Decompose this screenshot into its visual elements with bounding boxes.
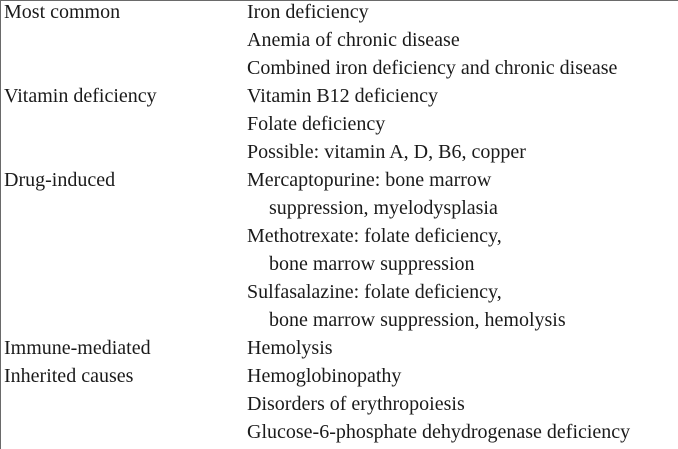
cause-item	[247, 222, 678, 278]
cause-text: Glucose-6-phosphate dehydrogenase deficiency	[247, 421, 631, 443]
cause-text-continuation: bone marrow suppression, hemolysis	[269, 309, 566, 331]
cause-text: Iron deficiency	[247, 1, 369, 23]
cause-item	[247, 82, 678, 110]
cause-text: Hemolysis	[247, 337, 333, 359]
cause-text: Mercaptopurine: bone marrow	[247, 169, 492, 191]
cause-text: Combined iron deficiency and chronic disease	[247, 57, 618, 79]
cause-list	[247, 0, 678, 82]
cause-text: Vitamin B12 deficiency	[247, 85, 438, 107]
cause-item	[247, 362, 678, 390]
cause-item	[247, 0, 678, 26]
cause-list	[247, 82, 678, 166]
cause-text: Possible: vitamin A, D, B6, copper	[247, 141, 526, 163]
cause-text: Methotrexate: folate deficiency,	[247, 225, 502, 247]
cause-item	[247, 278, 678, 334]
cause-item	[247, 54, 678, 82]
cause-item	[247, 334, 678, 362]
cause-list	[247, 166, 678, 334]
cause-text-continuation: suppression, myelodysplasia	[269, 197, 498, 219]
cause-text: Hemoglobinopathy	[247, 365, 402, 387]
cause-text: Sulfasalazine: folate deficiency,	[247, 281, 502, 303]
cause-item	[247, 390, 678, 418]
cause-item	[247, 166, 678, 222]
category-label: Immune-mediated	[4, 337, 151, 359]
cause-list	[247, 334, 678, 362]
cause-text: Anemia of chronic disease	[247, 29, 460, 51]
cause-list	[247, 362, 678, 446]
cause-text: Disorders of erythropoiesis	[247, 393, 465, 415]
category-label: Vitamin deficiency	[4, 85, 157, 107]
cause-text-continuation: bone marrow suppression	[269, 253, 475, 275]
cause-item	[247, 110, 678, 138]
category-label: Most common	[4, 1, 121, 23]
cause-item	[247, 138, 678, 166]
category-label: Inherited causes	[4, 365, 134, 387]
cause-text: Folate deficiency	[247, 113, 386, 135]
category-label: Drug-induced	[4, 169, 116, 191]
cause-item	[247, 418, 678, 446]
cause-item	[247, 26, 678, 54]
